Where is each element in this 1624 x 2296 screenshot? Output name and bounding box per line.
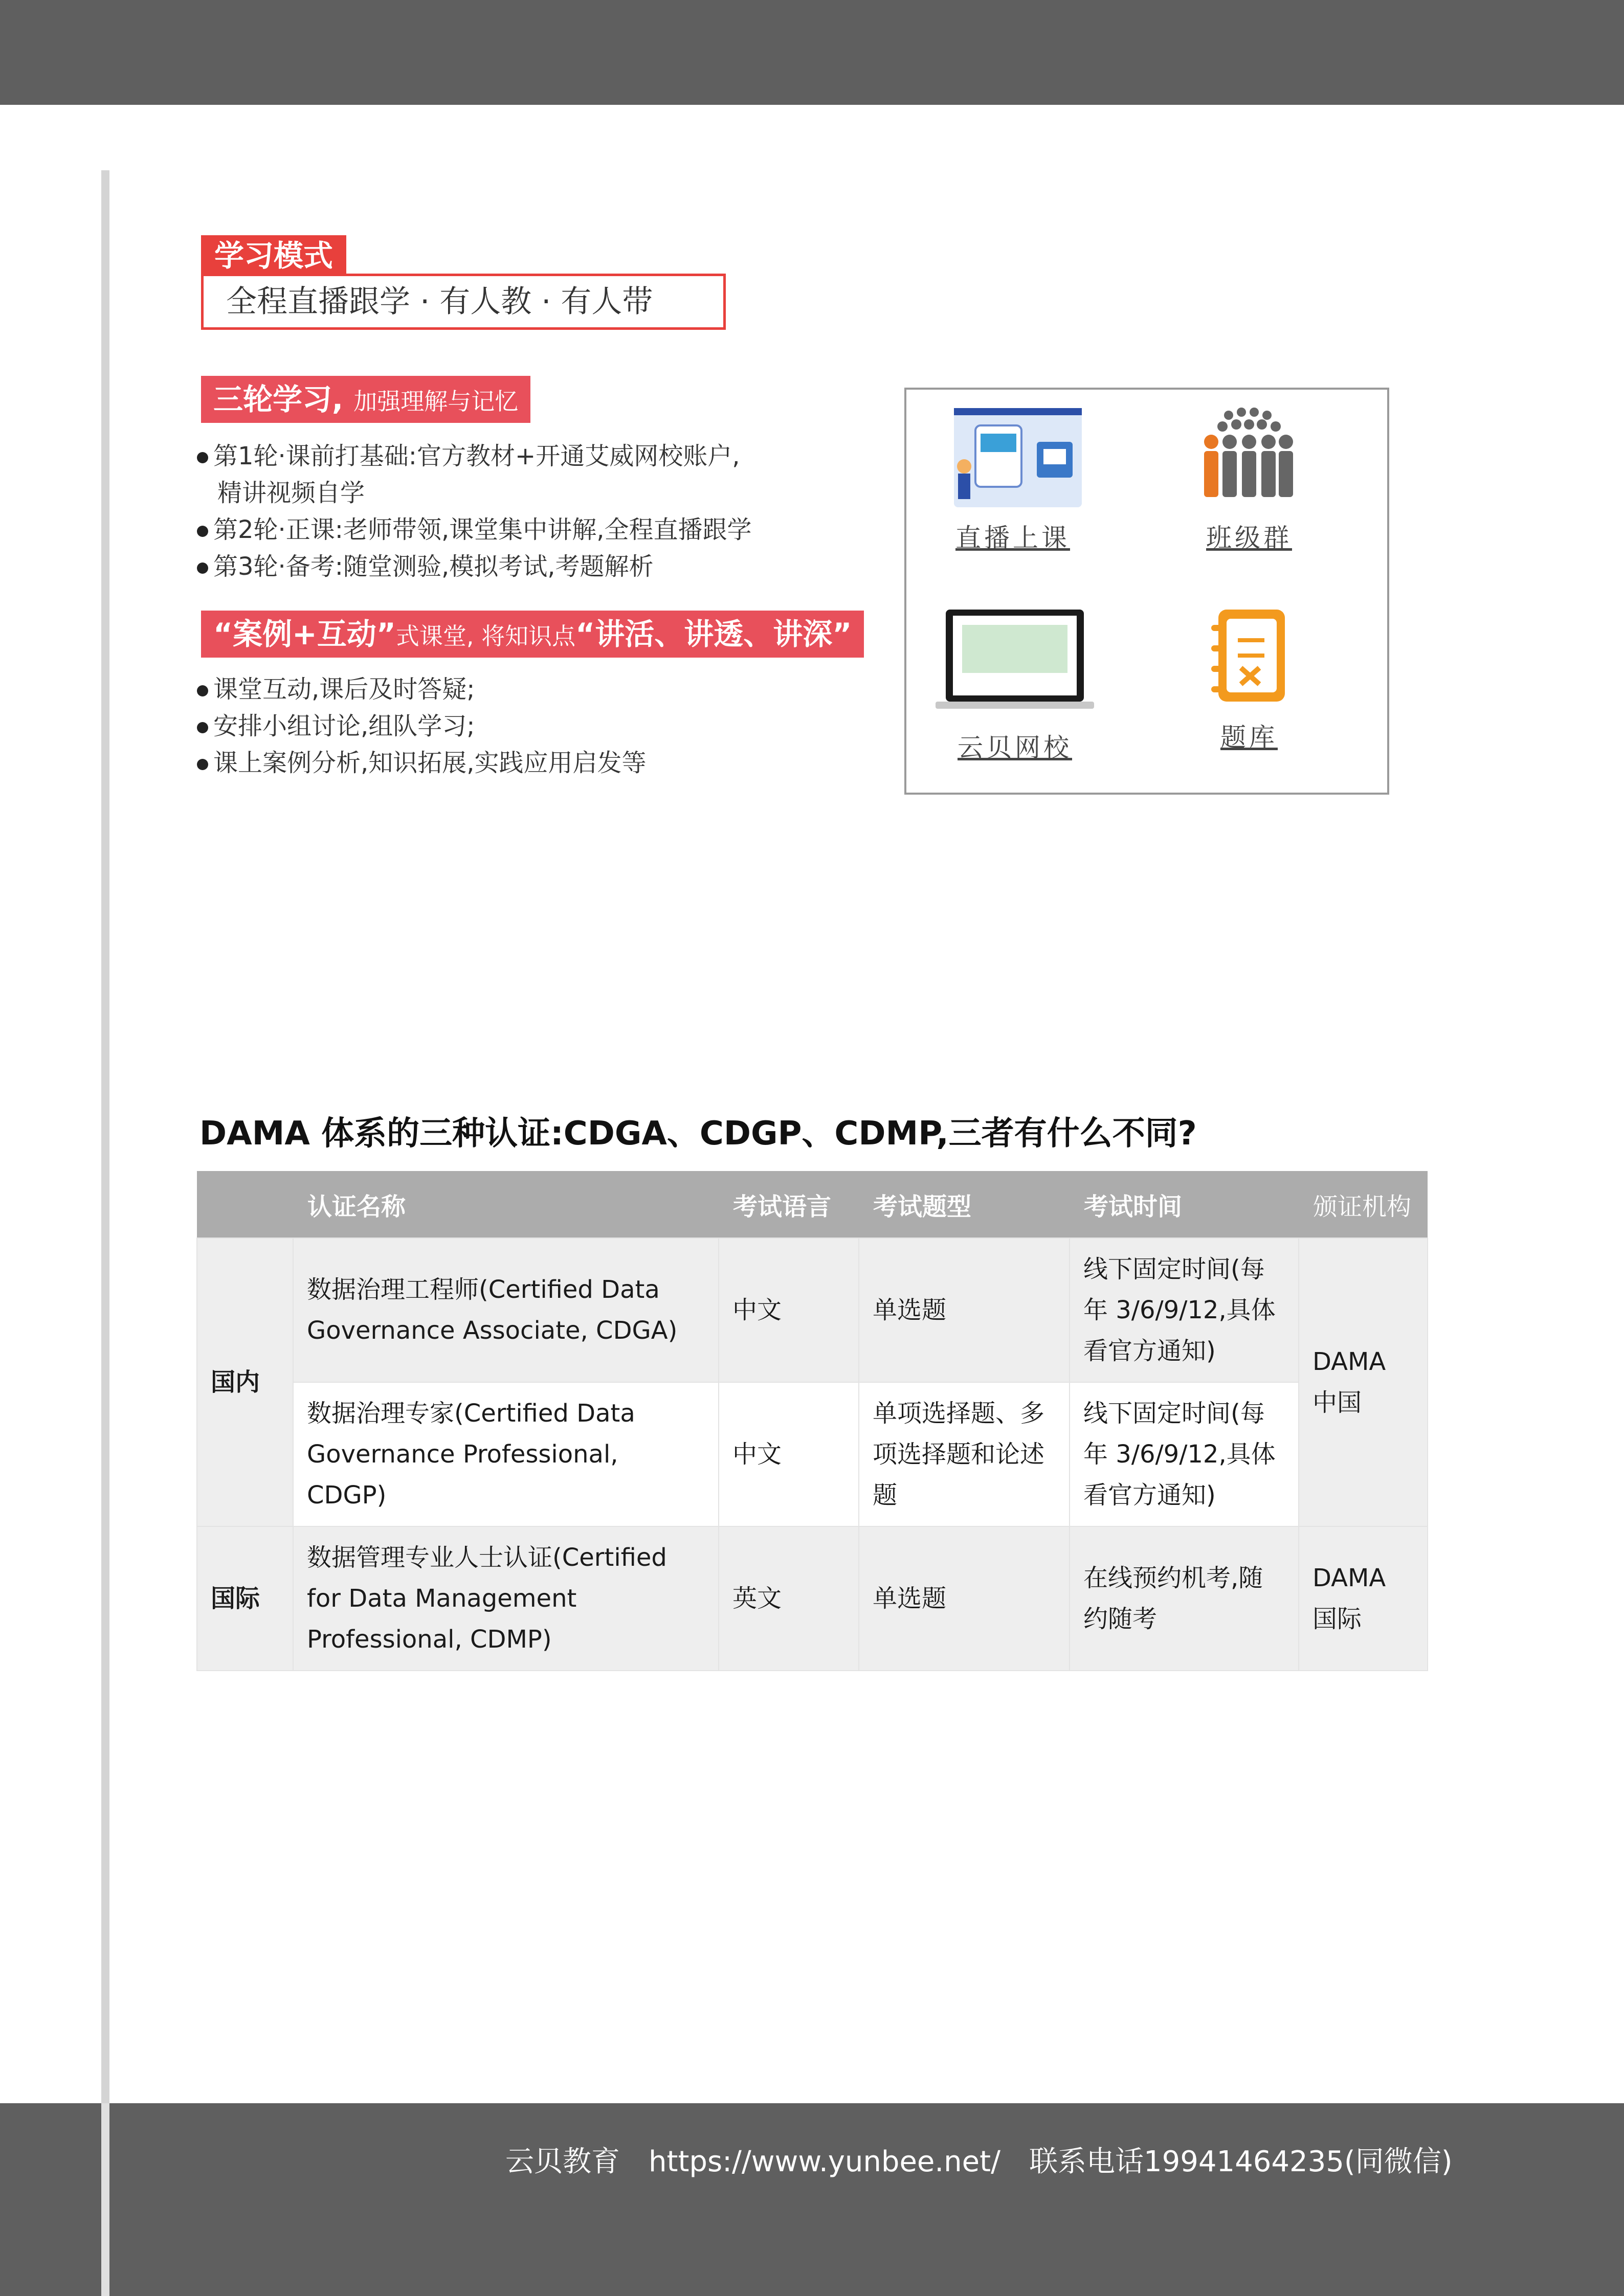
three-rounds-list [197, 438, 752, 585]
bullet-icon [197, 562, 208, 574]
list-item: 课上案例分析,知识拓展,实践应用启发等 [197, 745, 647, 781]
case-interaction-a: “案例+互动” [213, 617, 396, 651]
table-header-row [197, 1171, 1428, 1238]
case-interaction-list [197, 671, 647, 781]
header-language: 考试语言 [719, 1171, 859, 1238]
cert-name-cell: 数据管理专业人士认证(Certified for Data Management Professional, CDMP) [293, 1526, 719, 1671]
bullet-icon [197, 722, 208, 733]
footer-phone: 联系电话19941464235(同微信) [1029, 2145, 1453, 2178]
three-rounds-title: 三轮学习, [213, 382, 344, 417]
cert-name-cell: 数据治理工程师(Certified Data Governance Associate, CDGA) [293, 1238, 719, 1382]
footer-url[interactable]: https://www.yunbee.net/ [649, 2145, 1000, 2178]
time-cell: 线下固定时间(每年 3/6/9/12,具体看官方通知) [1070, 1382, 1299, 1526]
footer-company: 云贝教育 [505, 2145, 620, 2178]
feature-question-bank[interactable] [1142, 604, 1356, 754]
learning-mode-tag: 学习模式 [201, 235, 346, 276]
header-type: 考试题型 [859, 1171, 1070, 1238]
type-cell: 单项选择题、多项选择题和论述题 [859, 1382, 1070, 1526]
issuer-cell: DAMA 中国 [1299, 1238, 1428, 1526]
class-group-icon [1198, 405, 1300, 507]
feature-label: 云贝网校 [958, 733, 1072, 762]
language-cell: 中文 [719, 1238, 859, 1382]
features-panel [904, 388, 1389, 795]
bullet-icon [197, 526, 208, 537]
feature-class-group[interactable] [1142, 405, 1356, 554]
header-name: 认证名称 [293, 1171, 719, 1238]
type-cell: 单选题 [859, 1526, 1070, 1671]
header-time: 考试时间 [1070, 1171, 1299, 1238]
bullet-icon [197, 759, 208, 770]
list-item: 课堂互动,课后及时答疑; [197, 671, 647, 708]
bullet-icon [197, 685, 208, 696]
header-issuer: 颁证机构 [1299, 1171, 1428, 1238]
table-row [197, 1238, 1428, 1382]
table-row [197, 1382, 1428, 1526]
laptop-icon [930, 604, 1099, 717]
list-item: 精讲视频自学 [217, 479, 365, 507]
header-group [197, 1171, 293, 1238]
footer-bar [0, 2103, 1624, 2296]
bullet-icon [197, 452, 208, 463]
learning-mode-text: 全程直播跟学 · 有人教 · 有人带 [201, 274, 726, 330]
group-cell: 国际 [197, 1526, 293, 1671]
footer-contact [505, 2139, 1481, 2180]
left-margin-rule [101, 170, 109, 2296]
feature-live-class[interactable] [905, 405, 1120, 554]
three-rounds-subtitle: 加强理解与记忆 [353, 388, 519, 415]
time-cell: 线下固定时间(每年 3/6/9/12,具体看官方通知) [1070, 1238, 1299, 1382]
table-row [197, 1526, 1428, 1671]
feature-label: 题库 [1220, 723, 1278, 752]
case-interaction-b: 式课堂, 将知识点 [395, 622, 576, 650]
feature-online-school[interactable] [907, 604, 1122, 764]
question-bank-icon [1198, 604, 1300, 707]
list-item: 第3轮·备考:随堂测验,模拟考试,考题解析 [197, 548, 752, 585]
time-cell: 在线预约机考,随约随考 [1070, 1526, 1299, 1671]
case-interaction-c: “讲活、讲透、讲深” [575, 617, 852, 651]
list-item: 第1轮·课前打基础:官方教材+开通艾威网校账户, [197, 438, 752, 475]
cert-name-cell: 数据治理专家(Certified Data Governance Professional, CDGP) [293, 1382, 719, 1526]
case-interaction-tag [201, 611, 864, 658]
list-item: 第2轮·正课:老师带领,课堂集中讲解,全程直播跟学 [197, 511, 752, 548]
feature-label: 班级群 [1206, 523, 1292, 553]
language-cell: 中文 [719, 1382, 859, 1526]
footer-accent [101, 2103, 109, 2296]
feature-label: 直播上课 [955, 523, 1070, 553]
header-bar [0, 0, 1624, 105]
group-cell: 国内 [197, 1238, 293, 1526]
list-item: 安排小组讨论,组队学习; [197, 708, 647, 745]
issuer-cell: DAMA 国际 [1299, 1526, 1428, 1671]
type-cell: 单选题 [859, 1238, 1070, 1382]
three-rounds-tag [201, 376, 530, 423]
certification-table [196, 1171, 1428, 1671]
live-class-icon [944, 405, 1082, 507]
section-heading: DAMA 体系的三种认证:CDGA、CDGP、CDMP,三者有什么不同? [199, 1115, 1197, 1153]
language-cell: 英文 [719, 1526, 859, 1671]
